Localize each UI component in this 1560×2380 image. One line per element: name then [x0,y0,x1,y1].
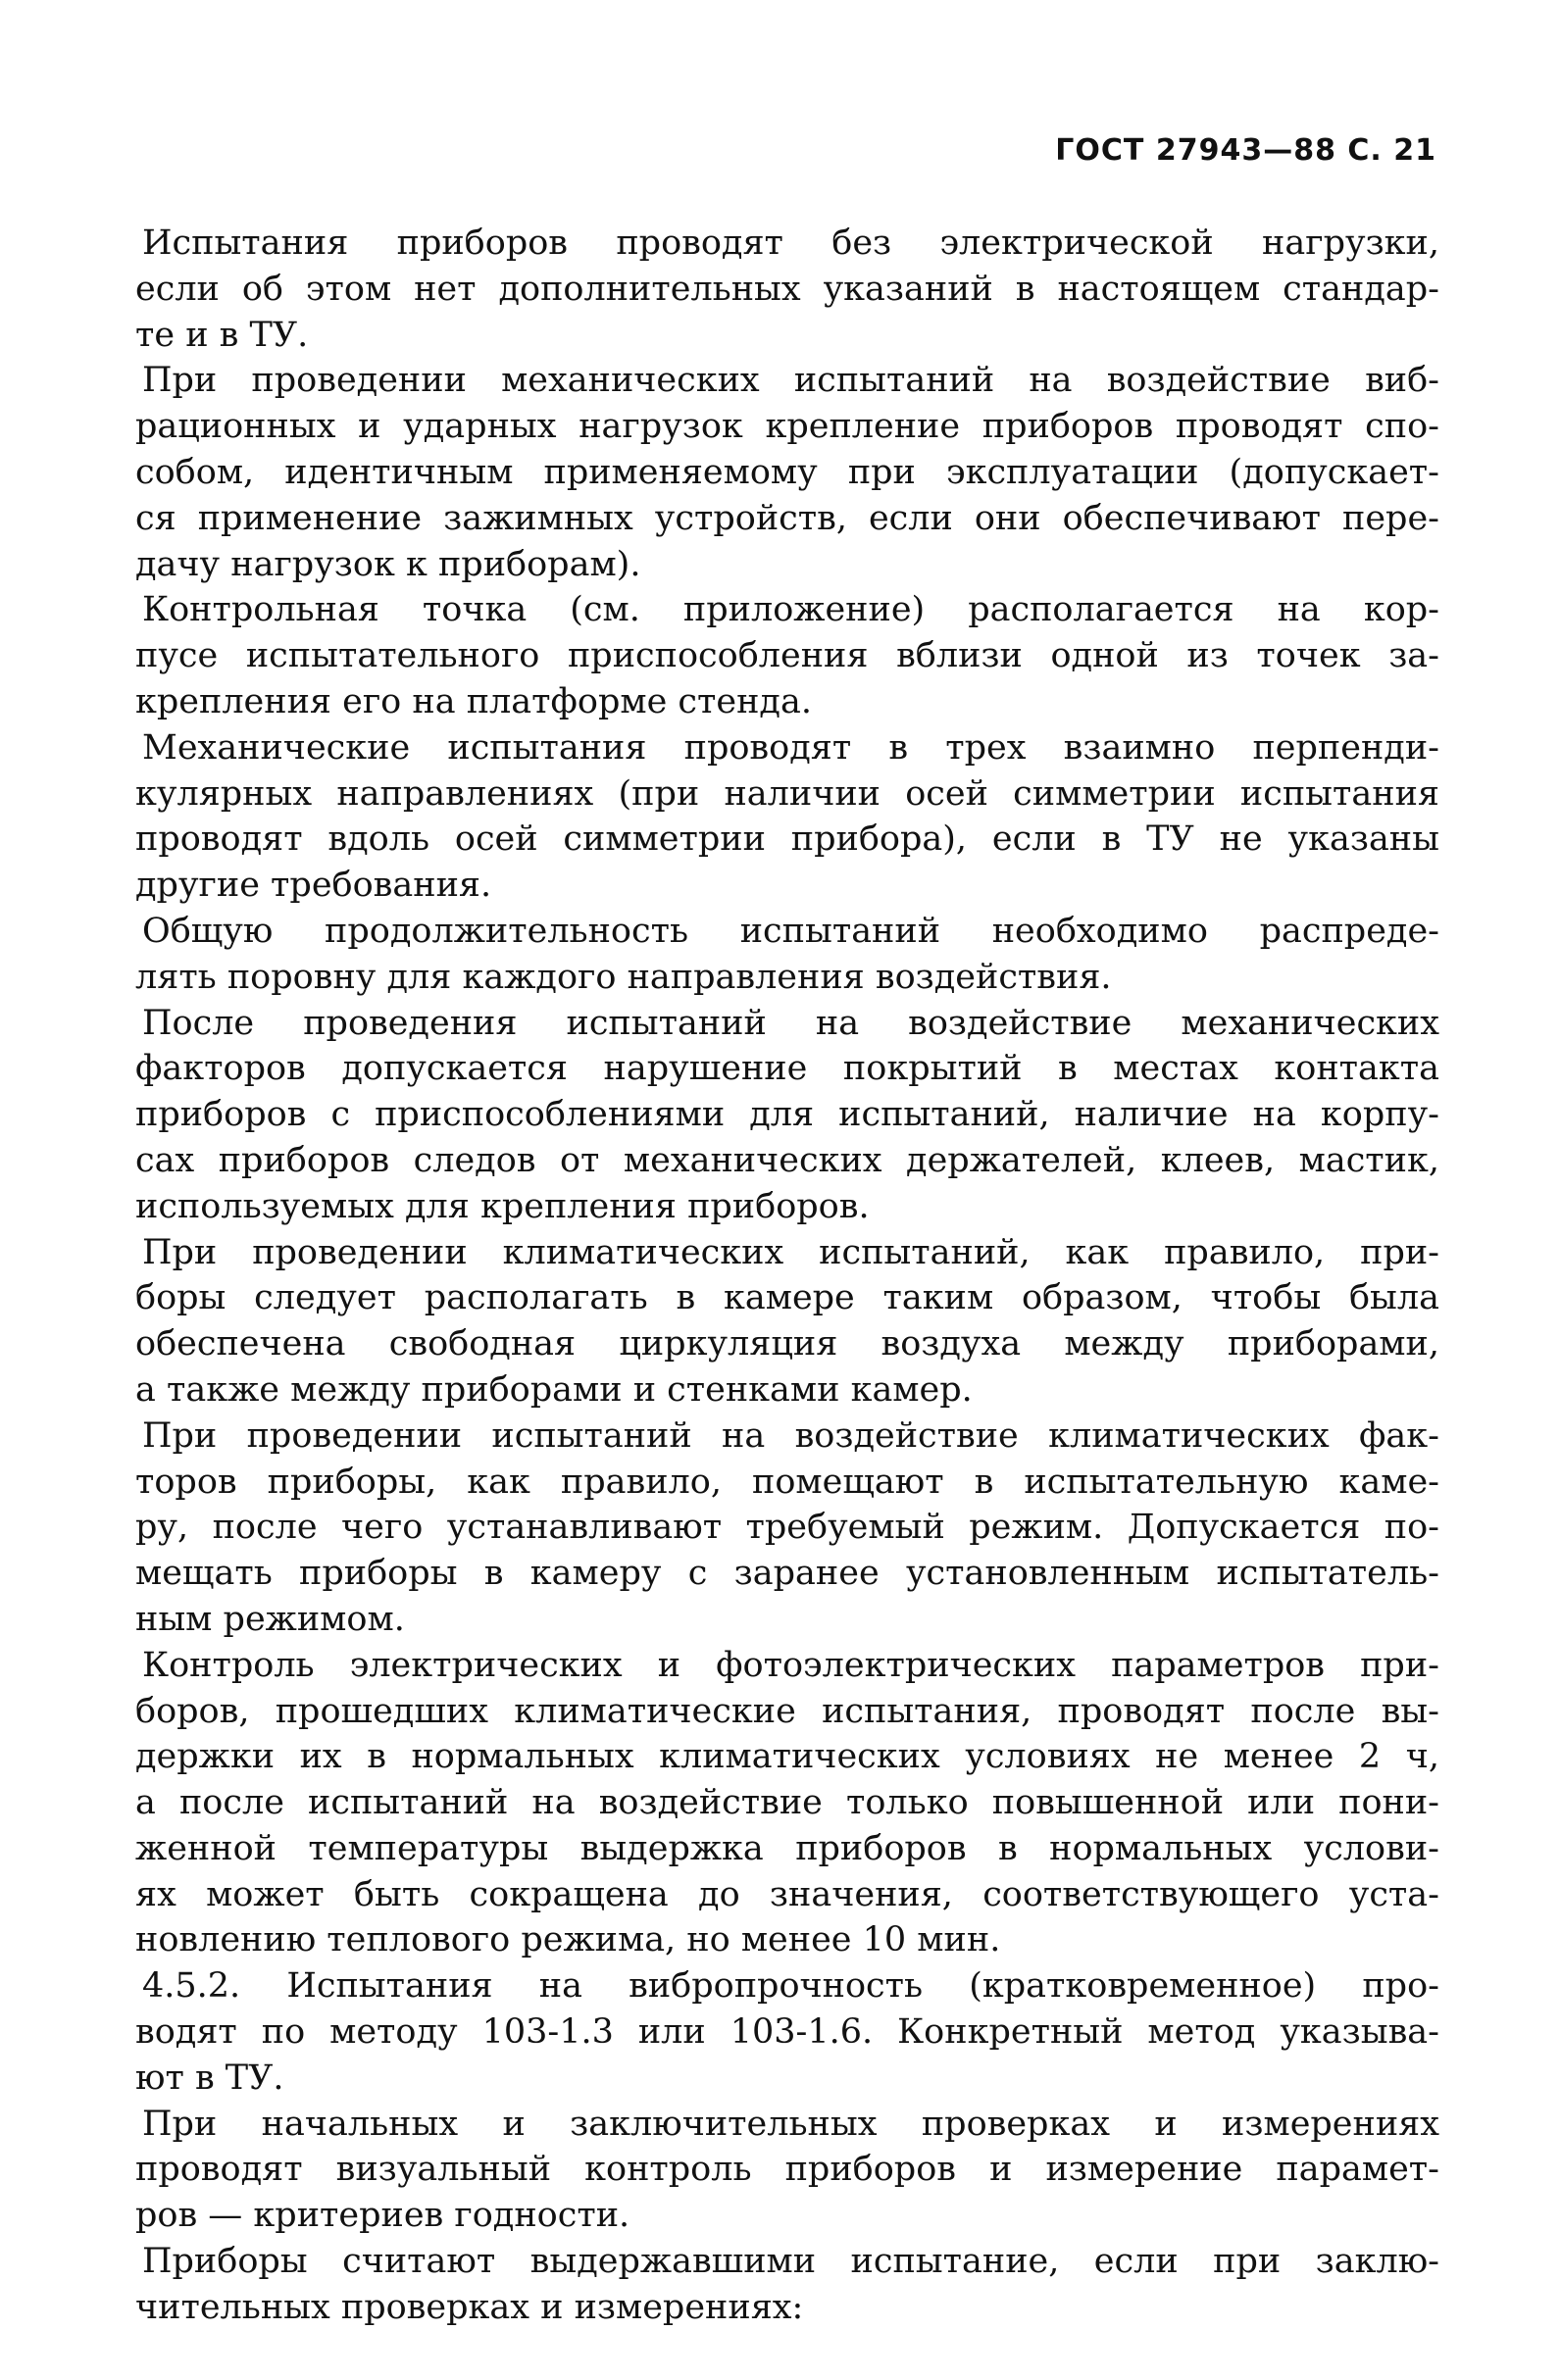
text-line: проводят визуальный контроль приборов и измерение парамет- [135,2150,1439,2190]
text-line: водят по методу 103-1.3 или 103-1.6. Конкретный метод указыва- [135,2012,1439,2053]
paragraph [135,358,1439,587]
text-line: При проведении механических испытаний на воздействие виб- [142,361,1439,401]
text-line: собом, идентичным применяемому при эксплуатации (допускает- [135,452,1439,492]
text-line: если об этом нет дополнительных указаний в настоящем стандар- [135,269,1439,309]
text-line: сах приборов следов от механических держателей, клеев, мастик, [135,1140,1439,1180]
text-line: чительных проверках и измерениях: [135,2287,804,2327]
text-line: ют в ТУ. [135,2058,284,2098]
text-line: При начальных и заключительных проверках и измерениях [142,2104,1439,2144]
text-line: крепления его на платформе стенда. [135,681,812,721]
text-line: а после испытаний на воздействие только повышенной или пони- [135,1783,1439,1823]
text-line: дачу нагрузок к приборам). [135,544,641,584]
text-line: мещать приборы в камеру с заранее установленным испытатель- [135,1554,1439,1594]
text-line: ся применение зажимных устройств, если они обеспечивают пере- [135,498,1439,538]
text-line: лять поровну для каждого направления воздействия. [135,957,1112,997]
text-line: Механические испытания проводят в трех взаимно перпенди- [142,727,1439,768]
text-line: При проведении климатических испытаний, как правило, при- [142,1232,1439,1272]
text-line: Испытания приборов проводят без электрической нагрузки, [142,223,1439,263]
text-line: торов приборы, как правило, помещают в испытательную каме- [135,1462,1439,1502]
text-line: ным режимом. [135,1599,405,1639]
text-line: факторов допускается нарушение покрытий в местах контакта [135,1049,1439,1089]
text-line: а также между приборами и стенками камер. [135,1369,973,1410]
text-line: новлению теплового режима, но менее 10 мин. [135,1920,1001,1960]
text-line: боров, прошедших климатические испытания, проводят после вы- [135,1691,1439,1731]
paragraph [135,1963,1439,2101]
text-line: женной температуры выдержка приборов в нормальных услови- [135,1828,1439,1868]
text-line: приборов с приспособлениями для испытаний, наличие на корпу- [135,1095,1439,1135]
text-line: используемых для крепления приборов. [135,1186,870,1226]
text-line: Общую продолжительность испытаний необходимо распреде- [142,911,1439,951]
paragraph [135,1001,1439,1230]
text-line: При проведении испытаний на воздействие климатических фак- [142,1415,1439,1456]
text-line: другие требования. [135,866,492,906]
text-line: держки их в нормальных климатических условиях не менее 2 ч, [135,1737,1439,1777]
paragraph [135,1643,1439,1964]
text-line: 4.5.2. Испытания на вибропрочность (кратковременное) про- [142,1966,1439,2007]
paragraph [135,1413,1439,1643]
text-line: Контроль электрических и фотоэлектрических параметров при- [142,1645,1439,1685]
text-line: кулярных направлениях (при наличии осей симметрии испытания [135,773,1439,814]
text-line: обеспечена свободная циркуляция воздуха между приборами, [135,1324,1439,1364]
text-line: ров — критериев годности. [135,2196,630,2236]
text-line: проводят вдоль осей симметрии прибора), если в ТУ не указаны [135,819,1439,860]
paragraph [135,1230,1439,1413]
text-line: рационных и ударных нагрузок крепление приборов проводят спо- [135,407,1439,447]
text-line: Контрольная точка (см. приложение) располагается на кор- [142,590,1439,630]
text-line: те и в ТУ. [135,315,309,355]
text-line: ру, после чего устанавливают требуемый режим. Допускается по- [135,1508,1439,1548]
running-head: ГОСТ 27943—88 С. 21 [1055,133,1436,168]
text-line: боры следует располагать в камере таким образом, чтобы была [135,1278,1439,1318]
paragraph [135,2239,1439,2331]
text-line: После проведения испытаний на воздействие механических [142,1003,1439,1043]
paragraph [135,2102,1439,2239]
paragraph [135,587,1439,724]
body-text [135,221,1439,2331]
text-line: Приборы считают выдержавшими испытание, если при заклю- [142,2242,1439,2282]
paragraph [135,221,1439,358]
text-line: ях может быть сокращена до значения, соответствующего уста- [135,1874,1439,1914]
text-line: пусе испытательного приспособления вблизи одной из точек за- [135,636,1439,676]
paragraph [135,909,1439,1001]
paragraph [135,725,1439,909]
